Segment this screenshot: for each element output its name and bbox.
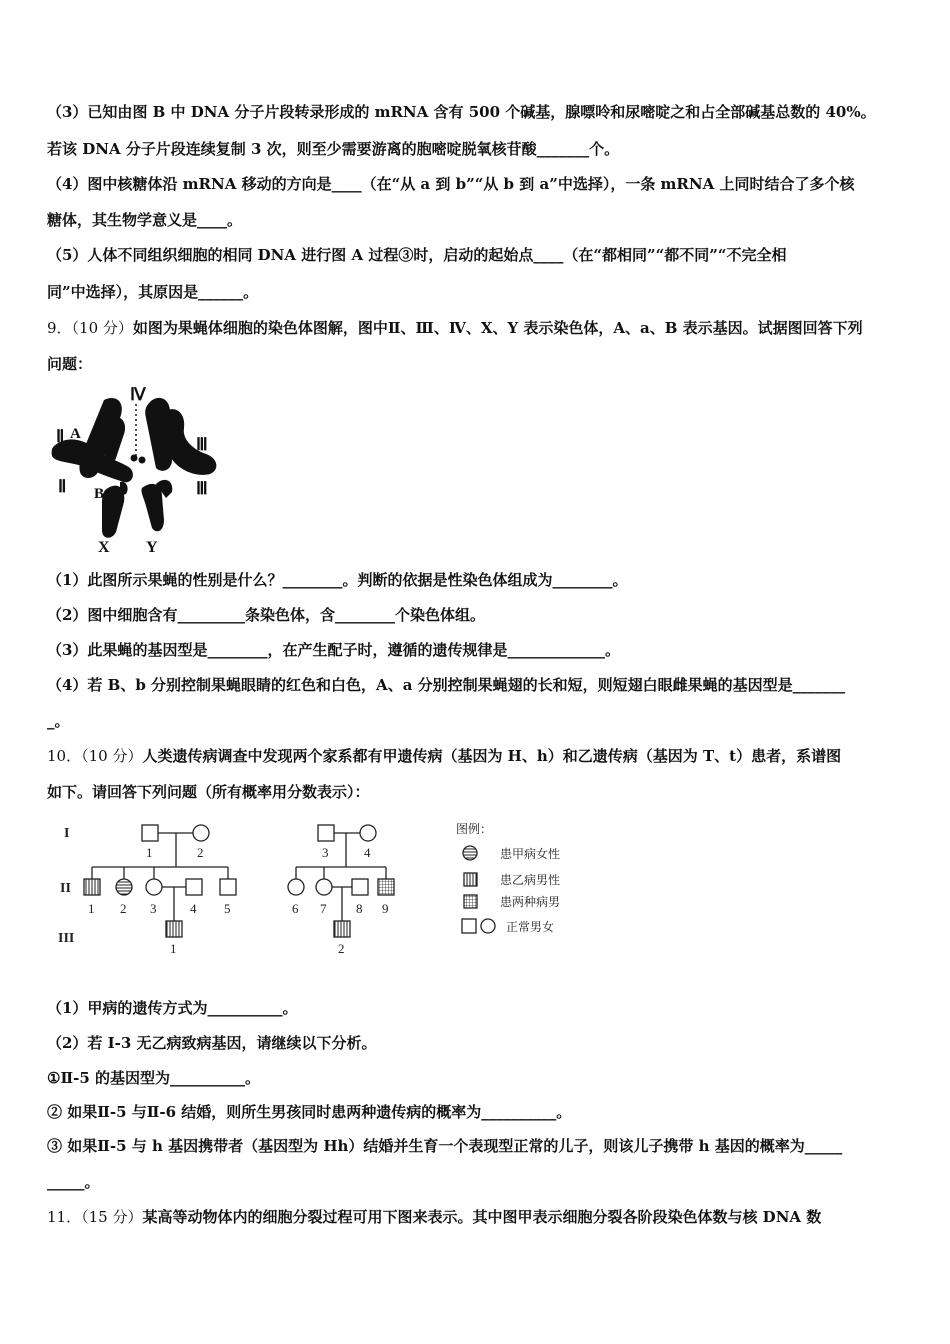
q9-part3: （3）此果蝇的基因型是________，在产生配子时，遵循的遗传规律是_____________。 xyxy=(47,641,620,659)
q10-sub3-line2: _____。 xyxy=(47,1173,100,1191)
q9-part4-line1: （4）若 B、b 分别控制果蝇眼睛的红色和白色，A、a 分别控制果蝇翅的长和短，则短翅白眼雌果蝇的基因型是_______ xyxy=(47,676,846,694)
q9-part4-line2: _。 xyxy=(47,712,70,730)
pedigree-number: 6 xyxy=(292,901,299,916)
q10-sub1: ①Ⅱ-5 的基因型为__________。 xyxy=(47,1069,260,1087)
q9-stem-line2: 问题： xyxy=(47,355,93,373)
pedigree-number: 2 xyxy=(338,941,345,956)
label-gene-B: B xyxy=(94,486,105,502)
q8-part4-line2: 糖体，其生物学意义是____。 xyxy=(47,211,243,229)
legend-item-1: 患甲病女性 xyxy=(500,847,561,861)
chromosome-figure xyxy=(46,384,224,556)
q9-stem-text: 如图为果蝇体细胞的染色体图解，图中Ⅱ、Ⅲ、Ⅳ、X、Y 表示染色体，A、a、B 表示基因。试据图回答下列 xyxy=(132,319,863,337)
pedigree-number: 1 xyxy=(88,901,95,916)
label-iii-lower: Ⅲ xyxy=(196,479,208,498)
q8-part3-line1: （3）已知由图 B 中 DNA 分子片段转录形成的 mRNA 含有 500 个碱基，腺嘌呤和尿嘧啶之和占全部碱基总数的 40%。 xyxy=(47,103,876,121)
pedigree-number: 9 xyxy=(382,901,389,916)
q10-stem-line2: 如下。请回答下列问题（所有概率用分数表示）： xyxy=(47,783,370,801)
q9-number: 9．（10 分） xyxy=(47,319,133,337)
q11-number: 11．（15 分） xyxy=(47,1208,143,1226)
pedigree-number: 3 xyxy=(150,901,157,916)
q8-part3-line2: 若该 DNA 分子片段连续复制 3 次，则至少需要游离的胞嘧啶脱氧核苷酸_______个。 xyxy=(47,140,620,158)
pedigree-number: 1 xyxy=(170,941,177,956)
pedigree-number: 4 xyxy=(364,845,371,860)
q11-stem-text: 某高等动物体内的细胞分裂过程可用下图来表示。其中图甲表示细胞分裂各阶段染色体数与核 DNA 数 xyxy=(142,1208,822,1226)
q11-stem-line1 xyxy=(47,1207,907,1227)
q10-sub2: ② 如果Ⅱ-5 与Ⅱ-6 结婚，则所生男孩同时患两种遗传病的概率为__________。 xyxy=(47,1103,572,1121)
label-ii-upper: Ⅱ xyxy=(56,427,65,446)
q8-part5-line2: 同”中选择），其原因是______。 xyxy=(47,283,259,301)
q8-part4-line1: （4）图中核糖体沿 mRNA 移动的方向是____（在“从 a 到 b”“从 b 到 a”中选择），一条 mRNA 上同时结合了多个核 xyxy=(47,175,855,193)
legend-item-4: 正常男女 xyxy=(506,920,555,934)
q10-number: 10．（10 分） xyxy=(47,747,143,765)
q10-part1: （1）甲病的遗传方式为__________。 xyxy=(47,999,298,1017)
q10-part2: （2）若 I-3 无乙病致病基因，请继续以下分析。 xyxy=(47,1034,377,1052)
gen-iii-label: III xyxy=(58,931,75,946)
label-y: Y xyxy=(146,539,158,556)
q10-stem-line1 xyxy=(47,746,907,766)
q10-sub3-line1: ③ 如果Ⅱ-5 与 h 基因携带者（基因型为 Hh）结婚并生育一个表现型正常的儿子，则该儿子携带 h 基因的概率为_____ xyxy=(47,1137,843,1155)
q8-part5-line1: （5）人体不同组织细胞的相同 DNA 进行图 A 过程③时，启动的起始点____（在“都相同”“都不同”“不完全相 xyxy=(47,246,787,264)
pedigree-number: 1 xyxy=(146,845,153,860)
label-iii-upper: Ⅲ xyxy=(196,435,208,454)
pedigree-number: 5 xyxy=(224,901,231,916)
pedigree-number: 3 xyxy=(322,845,329,860)
label-gene-A: A xyxy=(70,426,81,442)
legend-item-3: 患两种病男 xyxy=(500,895,561,909)
q9-stem-line1 xyxy=(47,318,907,338)
pedigree-number: 2 xyxy=(197,845,204,860)
legend-title: 图例： xyxy=(456,822,493,836)
pedigree-figure xyxy=(46,815,606,965)
label-iv: Ⅳ xyxy=(130,385,146,404)
label-ii-lower: Ⅱ xyxy=(58,477,67,496)
pedigree-number: 2 xyxy=(120,901,127,916)
pedigree-number: 4 xyxy=(190,901,197,916)
gen-ii-label: II xyxy=(60,881,71,896)
q9-part2: （2）图中细胞含有_________条染色体，含________个染色体组。 xyxy=(47,606,485,624)
gen-i-label: I xyxy=(64,826,70,841)
q10-stem-text: 人类遗传病调查中发现两个家系都有甲遗传病（基因为 H、h）和乙遗传病（基因为 T、t）患者，系谱图 xyxy=(142,747,842,765)
label-gene-a: a xyxy=(108,459,114,473)
q9-part1: （1）此图所示果蝇的性别是什么？________。判断的依据是性染色体组成为________。 xyxy=(47,571,628,589)
legend-item-2: 患乙病男性 xyxy=(500,873,561,887)
label-x: X xyxy=(98,539,110,556)
pedigree-number: 7 xyxy=(320,901,327,916)
pedigree-number: 8 xyxy=(356,901,363,916)
